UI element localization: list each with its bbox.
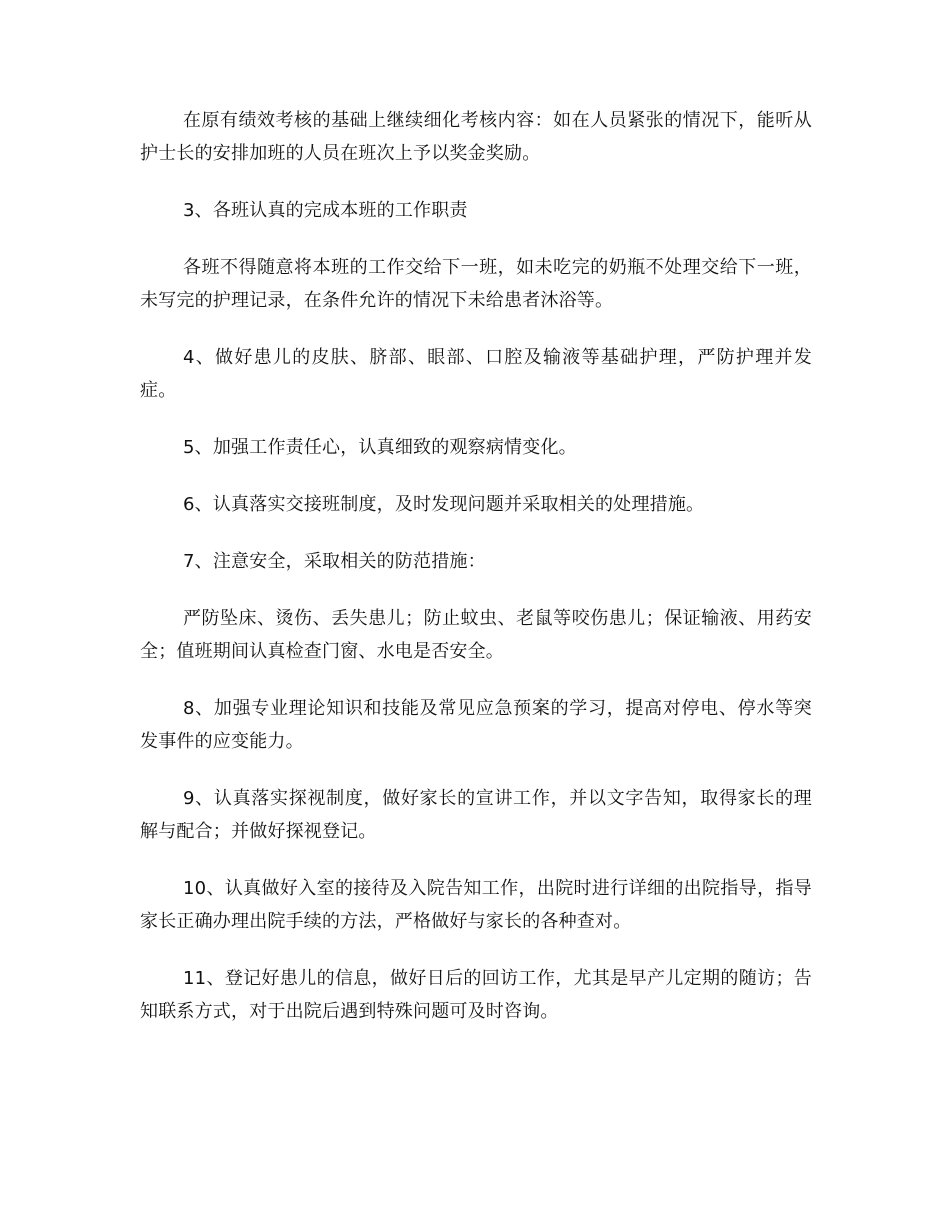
paragraph-item-9: 9、认真落实探视制度，做好家长的宣讲工作，并以文字告知，取得家长的理解与配合；并做好探视登记。 [140,788,812,842]
paragraph-item-6: 6、认真落实交接班制度，及时发现问题并采取相关的处理措施。 [183,494,705,515]
paragraph-item-4: 4、做好患儿的皮肤、脐部、眼部、口腔及输液等基础护理，严防护理并发症。 [140,347,812,401]
paragraph-item-8: 8、加强专业理论知识和技能及常见应急预案的学习，提高对停电、停水等突发事件的应变能力。 [140,698,812,752]
paragraph-item-7-heading: 7、注意安全，采取相关的防范措施： [183,551,486,572]
paragraph-item-10: 10、认真做好入室的接待及入院告知工作，出院时进行详细的出院指导，指导家长正确办理出院手续的方法，严格做好与家长的各种查对。 [140,878,812,932]
paragraph-performance-assessment: 在原有绩效考核的基础上继续细化考核内容：如在人员紧张的情况下，能听从护士长的安排加班的人员在班次上予以奖金奖励。 [140,110,812,164]
paragraph-safety-measures: 严防坠床、烫伤、丢失患儿；防止蚊虫、老鼠等咬伤患儿；保证输液、用药安全；值班期间认真检查门窗、水电是否安全。 [140,608,812,662]
paragraph-shift-handover-rule: 各班不得随意将本班的工作交给下一班，如未吃完的奶瓶不处理交给下一班，未写完的护理记录，在条件允许的情况下未给患者沐浴等。 [140,257,812,311]
paragraph-item-3-heading: 3、各班认真的完成本班的工作职责 [183,200,468,221]
document-body [140,104,812,1028]
paragraph-item-5: 5、加强工作责任心，认真细致的观察病情变化。 [183,437,577,458]
paragraph-item-11: 11、登记好患儿的信息，做好日后的回访工作，尤其是早产儿定期的随访；告知联系方式，对于出院后遇到特殊问题可及时咨询。 [140,968,812,1022]
